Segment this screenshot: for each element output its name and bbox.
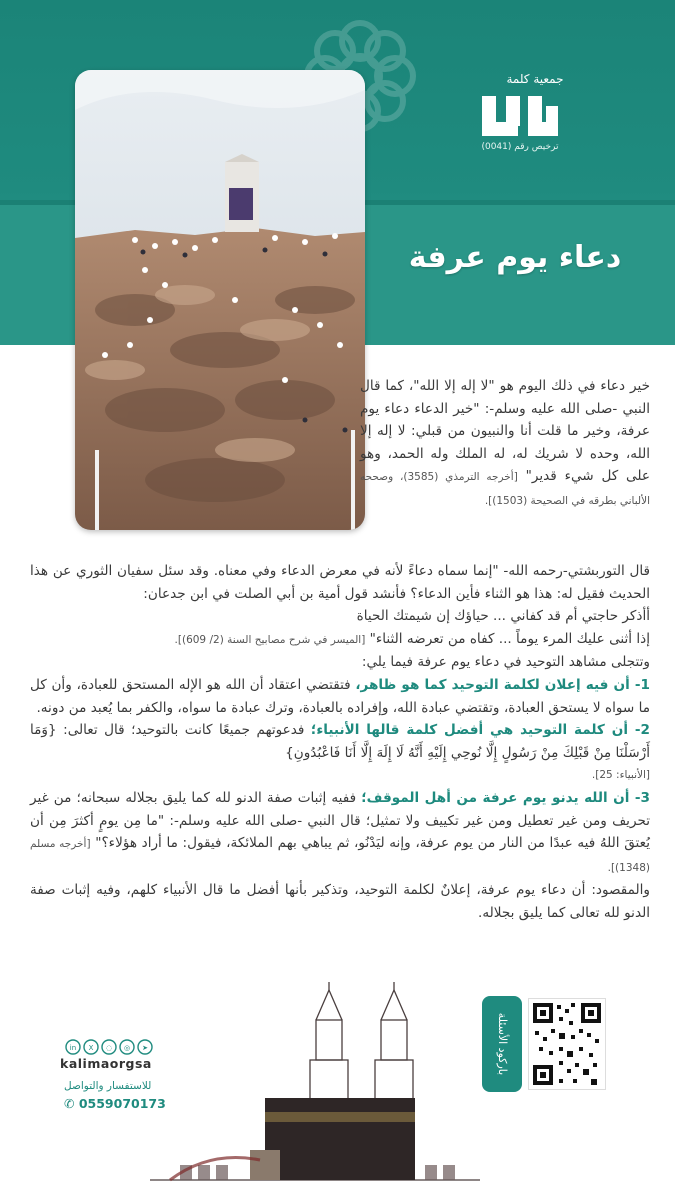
point-3-body: ففيه إثبات صفة الدنو لله كما يليق بجلاله سبحانه؛ من غير تحريف ومن غير تعطيل ومن غير تكييف ولا تمثيل؛ قال النبي -صلى الله عليه وسلم-: "ما مِن يومٍ أكثرَ مِن أن يُعتقَ اللهُ فيه عبدًا من النار من يوم عرفة، وإنه ليَدْنُو، ثم يباهي بهم الملائكة، فيقول: ما أراد هؤلاء؟" bbox=[30, 789, 651, 852]
point-2-reference: [الأنبياء: 25]. bbox=[591, 769, 650, 782]
tawhid-intro: وتتجلى مشاهد التوحيد في دعاء يوم عرفة فيما يلي: bbox=[361, 654, 650, 671]
hadith-reference: [أخرجه الترمذي (3585)، وصححه الألباني بطرقه في الصحيحة (1503)]. bbox=[360, 471, 650, 507]
social-handle[interactable]: kalimaorgsa bbox=[60, 1056, 152, 1071]
svg-text:in: in bbox=[69, 1044, 77, 1052]
poem-reference: [الميسر في شرح مصابيح السنة (2/ 609)]. bbox=[174, 633, 366, 646]
logo-title: جمعية كلمة bbox=[506, 72, 564, 86]
point-1 bbox=[30, 674, 650, 719]
kaaba-illustration bbox=[150, 980, 480, 1200]
hadith-text: خير دعاء في ذلك اليوم هو "لا إله إلا الله"، كما قال النبي -صلى الله عليه وسلم-: "خير الدعاء دعاء يوم عرفة، وخير ما قلت أنا والنبيون من قبلي: لا إله إلا الله، وحده لا شريك له، له الملك وله الحمد، وهو على كل شيء قدير" bbox=[360, 378, 650, 485]
svg-text:➤: ➤ bbox=[142, 1044, 148, 1052]
poem-line-2: إذا أثنى عليك المرء يوماً ... كفاه من تعرضه الثناء" [الميسر في شرح مصابيح السنة (2/ 609)]. bbox=[174, 630, 650, 647]
qr-code-icon[interactable] bbox=[528, 998, 606, 1090]
phone-number[interactable]: ✆ 0559070173 bbox=[64, 1096, 166, 1111]
point-3 bbox=[30, 787, 650, 879]
main-content bbox=[30, 560, 650, 925]
point-2 bbox=[30, 719, 650, 787]
point-2-heading: 2- أن كلمة التوحيد هي أفضل كلمة قالها الأنبياء؛ bbox=[310, 722, 650, 739]
svg-text:◎: ◎ bbox=[123, 1044, 131, 1052]
svg-text:◌: ◌ bbox=[105, 1044, 113, 1052]
mount-arafat-photo bbox=[75, 70, 365, 530]
point-2-body: فدعوتهم جميعًا كانت بالتوحيد؛ قال تعالى: {وَمَا أَرْسَلْنَا مِنْ قَبْلِكَ مِنْ رَسُولٍ إِلَّا نُوحِي إِلَيْهِ أَنَّهُ لَا إِلَهَ إِلَّا أَنَا فَاعْبُدُونِ} bbox=[30, 722, 650, 761]
point-1-body: فتقتضي اعتقاد أن الله هو الإله المستحق للعبادة، وأن كل ما سواه لا يستحق العبادة، وتقتضي عبادة الله، وإفراده بالعبادة، وترك عبادة ما سواه، والكفر بما يُعبد من دونه. bbox=[30, 676, 650, 716]
social-icons bbox=[64, 1038, 154, 1056]
point-3-heading: 3- أن الله يدنو يوم عرفة من أهل الموقف؛ bbox=[361, 789, 650, 806]
page-title: دعاء يوم عرفة bbox=[408, 240, 622, 275]
svg-text:X: X bbox=[88, 1044, 94, 1052]
contact-label: للاستفسار والتواصل bbox=[64, 1080, 152, 1092]
point-3-reference: [أخرجه مسلم (1348)]. bbox=[30, 838, 650, 874]
whatsapp-icon: ✆ bbox=[64, 1096, 79, 1111]
intro-paragraph bbox=[360, 375, 650, 513]
license-number: ترخيص رقم (0041) bbox=[481, 142, 559, 152]
qr-label-tab bbox=[482, 996, 522, 1092]
point-1-heading: 1- أن فيه إعلان لكلمة التوحيد كما هو ظاهر، bbox=[355, 676, 650, 693]
poem-line-1: أأذكر حاجتي أم قد كفاني ... حياؤك إن شيمتك الحياة bbox=[356, 608, 650, 625]
kalima-logo-icon bbox=[480, 92, 560, 140]
qr-label: باركود الأسئلة bbox=[496, 1012, 509, 1076]
tawrbushti-paragraph: قال التوربشتي-رحمه الله- "إنما سماه دعاءً لأنه في معرض الدعاء وفي معناه. وقد سئل سفيان الثوري عن هذا الحديث فقيل له: هذا هو الثناء فأين الدعاء؟ فأنشد قول أمية بن أبي الصلت في ابن جدعان: bbox=[30, 563, 650, 602]
conclusion: والمقصود: أن دعاء يوم عرفة، إعلانٌ لكلمة التوحيد، وتذكير بأنها أفضل ما قال الأنبياء كلهم، وفيه إثبات صفة الدنو لله تعالى كما يليق بجلاله. bbox=[30, 882, 650, 921]
